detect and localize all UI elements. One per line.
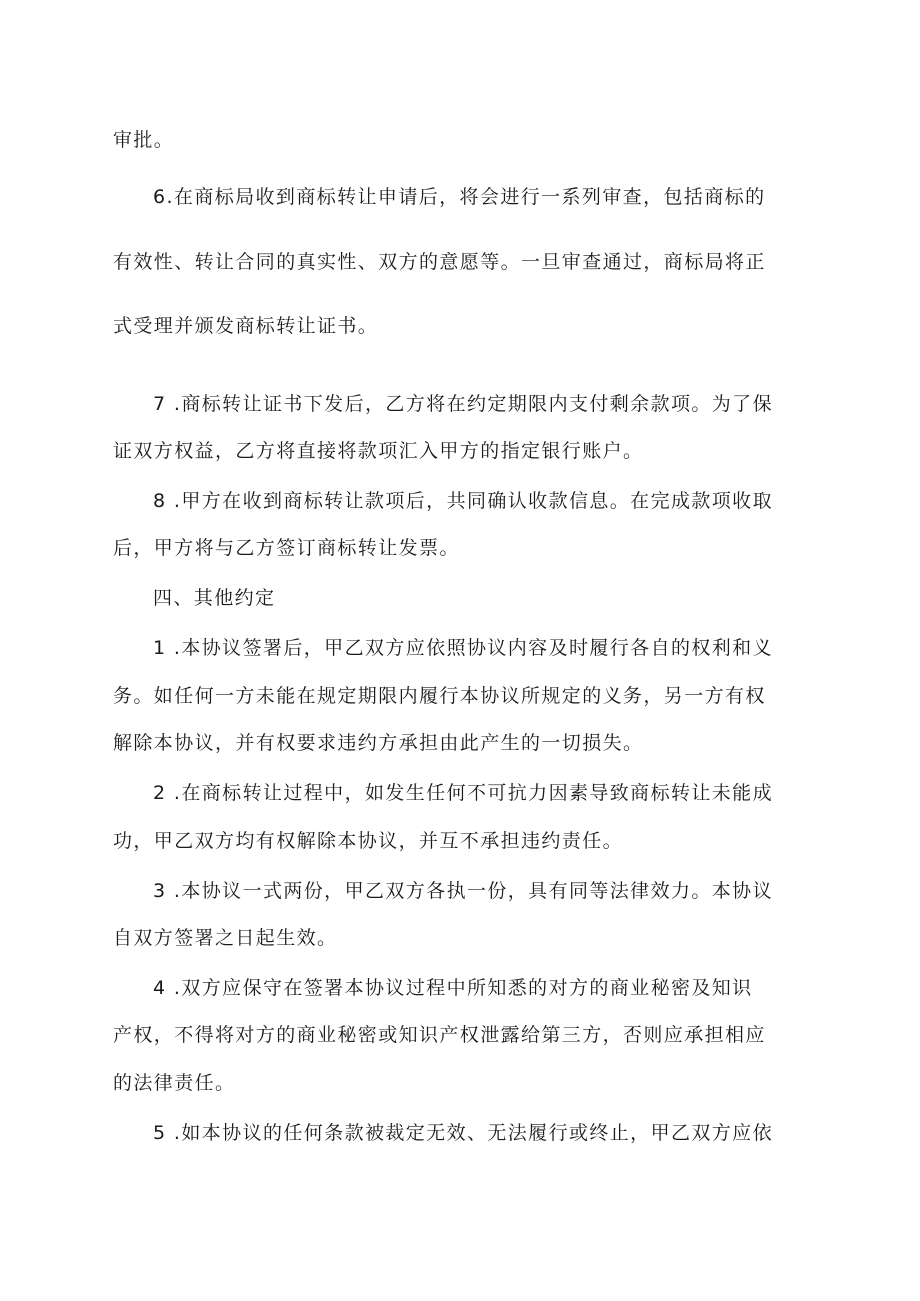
text-line: 式受理并颁发商标转让证书。 xyxy=(113,315,379,337)
text-line: 2 .在商标转让过程中，如发生任何不可抗力因素导致商标转让未能成 xyxy=(153,782,773,804)
text-line: 自双方签署之日起生效。 xyxy=(113,927,338,949)
text-line: 的法律责任。 xyxy=(113,1072,236,1094)
text-line: 务。如任何一方未能在规定期限内履行本协议所规定的义务，另一方有权 xyxy=(113,685,766,707)
text-line: 7 .商标转让证书下发后，乙方将在约定期限内支付剩余款项。为了保 xyxy=(153,393,773,415)
section-heading: 四、其他约定 xyxy=(153,587,276,609)
text-line: 有效性、转让合同的真实性、双方的意愿等。一旦审查通过，商标局将正 xyxy=(113,251,766,273)
text-line: 5 .如本协议的任何条款被裁定无效、无法履行或终止，甲乙双方应依 xyxy=(153,1122,773,1144)
text-line: 4 .双方应保守在签署本协议过程中所知悉的对方的商业秘密及知识 xyxy=(153,977,753,999)
text-line: 8 .甲方在收到商标转让款项后，共同确认收款信息。在完成款项收取 xyxy=(153,490,773,512)
text-line: 后，甲方将与乙方签订商标转让发票。 xyxy=(113,537,460,559)
text-line: 解除本协议，并有权要求违约方承担由此产生的一切损失。 xyxy=(113,732,644,754)
text-line: 6.在商标局收到商标转让申请后，将会进行一系列审查，包括商标的 xyxy=(153,186,766,208)
text-line: 功，甲乙双方均有权解除本协议，并互不承担违约责任。 xyxy=(113,830,624,852)
text-line: 产权，不得将对方的商业秘密或知识产权泄露给第三方，否则应承担相应 xyxy=(113,1024,766,1046)
text-line: 3 .本协议一式两份，甲乙双方各执一份，具有同等法律效力。本协议 xyxy=(153,880,773,902)
text-line: 1 .本协议签署后，甲乙双方应依照协议内容及时履行各自的权利和义 xyxy=(153,637,773,659)
text-line: 审批。 xyxy=(113,129,175,151)
text-line: 证双方权益，乙方将直接将款项汇入甲方的指定银行账户。 xyxy=(113,440,644,462)
